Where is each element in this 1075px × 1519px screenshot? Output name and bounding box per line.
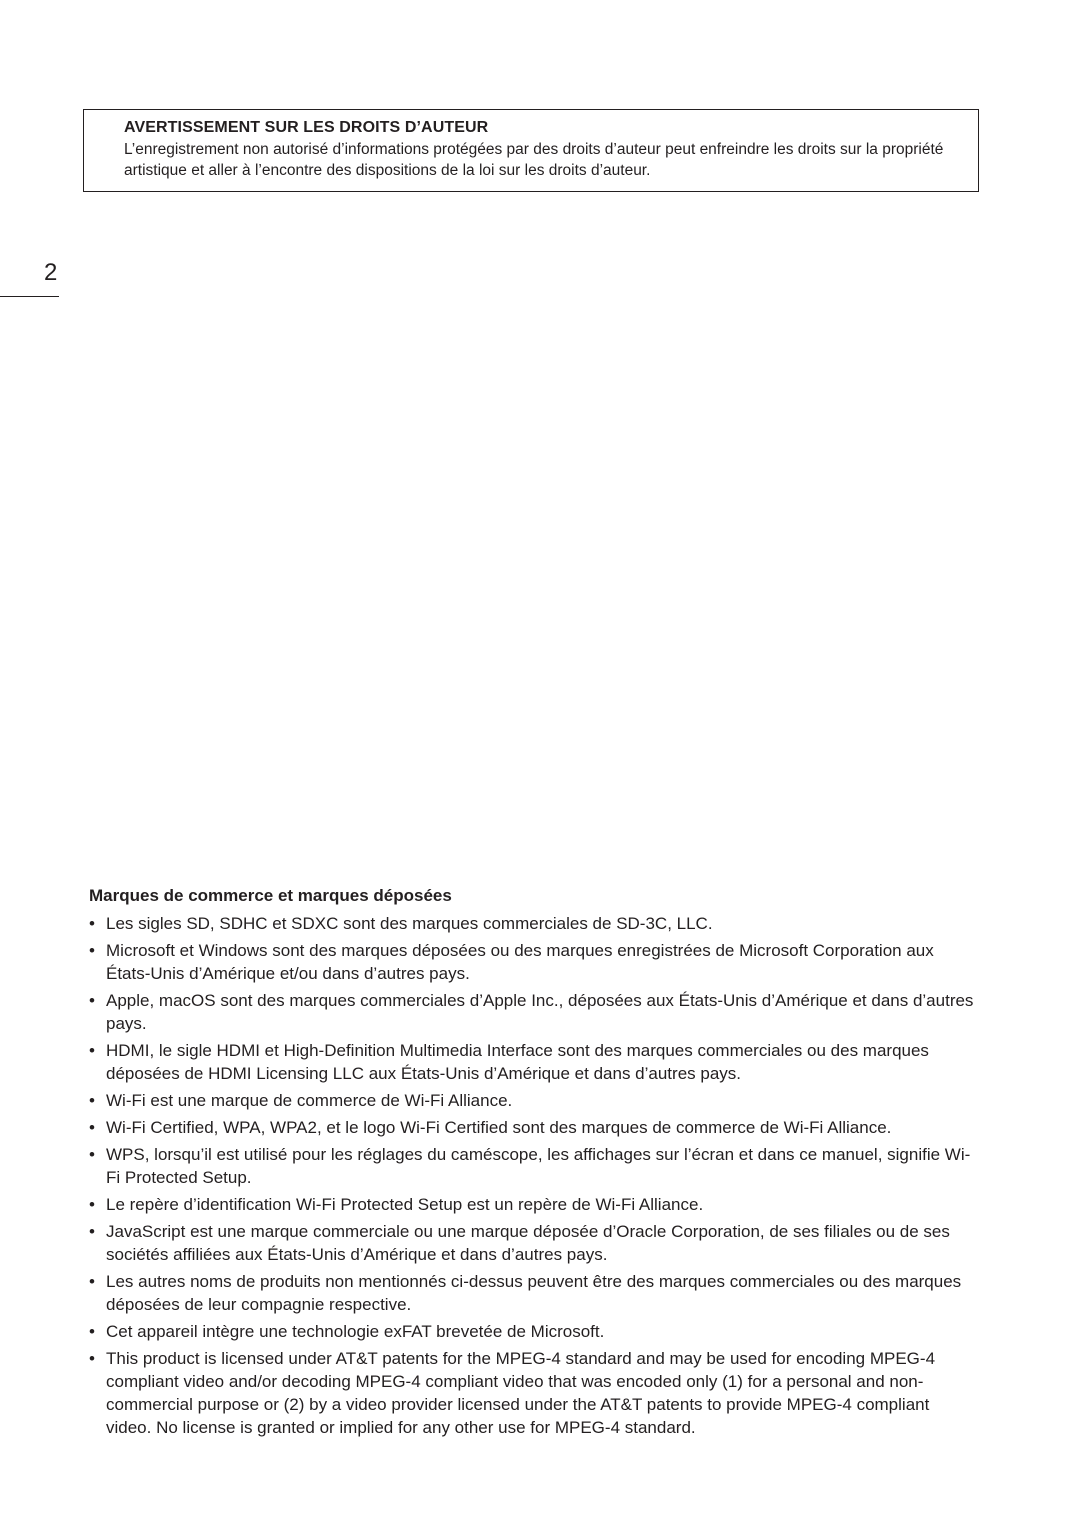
bullet-icon: • [89,1322,95,1341]
bullet-icon: • [89,1222,95,1241]
bullet-icon: • [89,1349,95,1368]
list-item [89,1089,974,1112]
list-item-text: WPS, lorsqu’il est utilisé pour les réglages du caméscope, les affichages sur l’écran et dans ce manuel, signifie Wi-Fi Protected Setup. [106,1145,971,1187]
list-item-text: JavaScript est une marque commerciale ou une marque déposée d’Oracle Corporation, de ses filiales ou de ses sociétés affiliées aux États-Unis d’Amérique et dans d’autres pays. [106,1222,950,1264]
bullet-icon: • [89,1145,95,1164]
bullet-icon: • [89,914,95,933]
bullet-icon: • [89,991,95,1010]
page-number-rule [0,296,59,297]
bullet-icon: • [89,1118,95,1137]
list-item [89,1116,974,1139]
list-item [89,1220,974,1266]
list-item-text: This product is licensed under AT&T patents for the MPEG-4 standard and may be used for encoding MPEG-4 compliant video and/or decoding MPEG-4 compliant video that was encoded only (1) for a personal and non-commercial purpose or (2) by a video provider licensed under the AT&T patents to provide MPEG-4 compliant video. No license is granted or implied for any other use for MPEG-4 standard. [106,1349,936,1437]
list-item-text: HDMI, le sigle HDMI et High-Definition Multimedia Interface sont des marques commerciales ou des marques déposées de HDMI Licensing LLC aux États-Unis d’Amérique et dans d’autres pays. [106,1041,929,1083]
list-item [89,1193,974,1216]
bullet-icon: • [89,1041,95,1060]
list-item-text: Les autres noms de produits non mentionnés ci-dessus peuvent être des marques commerciales ou des marques déposées de leur compagnie respective. [106,1272,962,1314]
list-item [89,912,974,935]
trademarks-section [89,885,974,1443]
list-item-text: Cet appareil intègre une technologie exFAT brevetée de Microsoft. [106,1322,605,1341]
bullet-icon: • [89,1091,95,1110]
list-item-text: Apple, macOS sont des marques commerciales d’Apple Inc., déposées aux États-Unis d’Amérique et dans d’autres pays. [106,991,974,1033]
bullet-icon: • [89,941,95,960]
list-item [89,1143,974,1189]
copyright-warning-box [83,109,979,192]
list-item-text: Wi-Fi Certified, WPA, WPA2, et le logo Wi-Fi Certified sont des marques de commerce de Wi-Fi Alliance. [106,1118,892,1137]
bullet-icon: • [89,1272,95,1291]
list-item [89,1039,974,1085]
trademarks-list [89,912,974,1439]
bullet-icon: • [89,1195,95,1214]
trademarks-heading: Marques de commerce et marques déposées [89,886,452,905]
list-item [89,1320,974,1343]
list-item [89,1270,974,1316]
list-item [89,1347,974,1439]
copyright-warning-title: AVERTISSEMENT SUR LES DROITS D’AUTEUR [124,119,489,136]
list-item [89,989,974,1035]
list-item-text: Microsoft et Windows sont des marques déposées ou des marques enregistrées de Microsoft Corporation aux États-Unis d’Amérique et/ou dans d’autres pays. [106,941,934,983]
list-item-text: Le repère d’identification Wi-Fi Protected Setup est un repère de Wi-Fi Alliance. [106,1195,704,1214]
page-number: 2 [44,259,58,286]
list-item-text: Les sigles SD, SDHC et SDXC sont des marques commerciales de SD-3C, LLC. [106,914,713,933]
copyright-warning-text: L’enregistrement non autorisé d’informations protégées par des droits d’auteur peut enfreindre les droits sur la propriété artistique et aller à l’encontre des dispositions de la loi sur les droits d’auteur. [124,141,944,179]
list-item-text: Wi-Fi est une marque de commerce de Wi-Fi Alliance. [106,1091,513,1110]
list-item [89,939,974,985]
